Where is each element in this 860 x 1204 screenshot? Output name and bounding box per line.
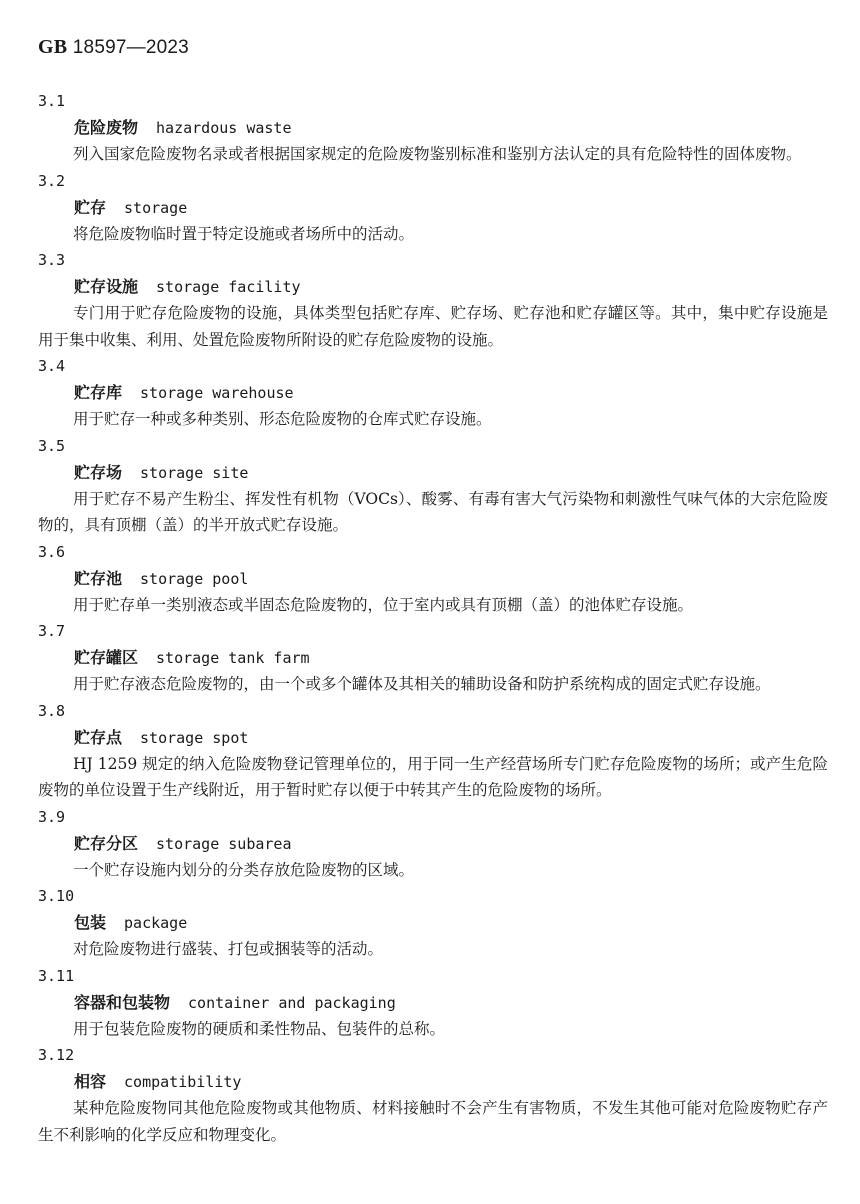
term-number: 3.5 <box>38 436 66 455</box>
term-title <box>0 909 860 936</box>
term-definition: HJ 1259 规定的纳入危险废物登记管理单位的，用于同一生产经营场所专门贮存危险废物的场所；或产生危险废物的单位设置于生产线附近，用于暂时贮存以便于中转其产生的危险废物的场所。 <box>38 754 828 799</box>
term-entry <box>0 618 860 698</box>
term-chinese-name: 贮存池 <box>74 568 123 588</box>
term-english-name: storage <box>124 198 188 217</box>
term-english-name: storage site <box>140 463 249 482</box>
term-title <box>0 644 860 671</box>
term-title <box>0 1068 860 1095</box>
standard-code-header <box>38 36 189 59</box>
term-number: 3.7 <box>38 622 66 640</box>
term-number: 3.8 <box>38 701 66 720</box>
term-title <box>0 379 860 406</box>
term-definition: 用于包装危险废物的硬质和柔性物品、包装件的总称。 <box>73 1019 446 1038</box>
term-title <box>0 194 860 221</box>
term-entry <box>0 963 860 1043</box>
term-title <box>0 989 860 1016</box>
term-definition: 用于贮存一种或多种类别、形态危险废物的仓库式贮存设施。 <box>73 410 492 428</box>
term-definition: 某种危险废物同其他危险废物或其他物质、材料接触时不会产生有害物质，不发生其他可能对危险废物贮存产生不利影响的化学反应和物理变化。 <box>38 1099 828 1144</box>
term-definition: 列入国家危险废物名录或者根据国家规定的危险废物鉴别标准和鉴别方法认定的具有危险特性的固体废物。 <box>73 145 802 163</box>
term-english-name: hazardous waste <box>156 119 292 137</box>
term-english-name: container and packaging <box>188 993 396 1012</box>
term-title <box>0 459 860 486</box>
term-title <box>0 830 860 857</box>
term-entry <box>0 698 860 804</box>
term-number: 3.10 <box>38 887 75 905</box>
terms-list <box>0 88 860 1148</box>
term-entry <box>0 247 860 353</box>
term-entry <box>0 88 860 168</box>
term-number: 3.6 <box>38 542 66 561</box>
term-number: 3.2 <box>38 171 66 190</box>
term-chinese-name: 贮存库 <box>74 383 123 402</box>
term-english-name: storage spot <box>140 728 249 747</box>
term-entry <box>0 168 860 248</box>
term-entry <box>0 804 860 884</box>
term-chinese-name: 贮存分区 <box>74 833 139 853</box>
term-chinese-name: 贮存罐区 <box>74 648 139 667</box>
term-chinese-name: 贮存场 <box>74 462 123 482</box>
term-english-name: package <box>124 914 188 932</box>
term-english-name: storage warehouse <box>140 384 294 402</box>
term-english-name: storage tank farm <box>156 649 310 667</box>
term-entry <box>0 433 860 539</box>
term-chinese-name: 贮存 <box>74 197 107 217</box>
term-chinese-name: 包装 <box>74 913 107 932</box>
term-chinese-name: 贮存点 <box>74 727 123 747</box>
term-title <box>0 724 860 751</box>
term-title <box>0 273 860 300</box>
term-definition: 将危险废物临时置于特定设施或者场所中的活动。 <box>73 224 415 243</box>
term-entry <box>0 353 860 433</box>
term-english-name: storage pool <box>140 569 249 588</box>
term-definition: 一个贮存设施内划分的分类存放危险废物的区域。 <box>73 860 415 879</box>
term-number: 3.4 <box>38 357 66 375</box>
term-number: 3.3 <box>38 251 66 269</box>
term-chinese-name: 贮存设施 <box>74 277 139 296</box>
term-number: 3.1 <box>38 92 66 110</box>
term-chinese-name: 相容 <box>74 1072 107 1091</box>
term-definition: 用于贮存单一类别液态或半固态危险废物的，位于室内或具有顶棚（盖）的池体贮存设施。 <box>73 595 694 614</box>
term-number: 3.11 <box>38 966 75 985</box>
term-english-name: storage subarea <box>156 834 292 853</box>
standard-prefix: GB <box>38 36 68 58</box>
standard-number: 18597—2023 <box>72 37 189 58</box>
term-number: 3.9 <box>38 807 66 826</box>
term-number: 3.12 <box>38 1046 75 1064</box>
term-english-name: compatibility <box>124 1073 242 1091</box>
term-entry <box>0 1042 860 1148</box>
term-entry <box>0 883 860 963</box>
term-definition: 用于贮存不易产生粉尘、挥发性有机物（VOCs）、酸雾、有毒有害大气污染物和刺激性气味气体的大宗危险废物的，具有顶棚（盖）的半开放式贮存设施。 <box>38 489 828 534</box>
term-english-name: storage facility <box>156 278 301 296</box>
term-entry <box>0 539 860 619</box>
term-definition: 用于贮存液态危险废物的，由一个或多个罐体及其相关的辅助设备和防护系统构成的固定式贮存设施。 <box>73 675 771 693</box>
term-title <box>0 114 860 141</box>
term-definition: 对危险废物进行盛装、打包或捆装等的活动。 <box>73 940 384 958</box>
term-title <box>0 565 860 592</box>
term-chinese-name: 危险废物 <box>74 118 139 137</box>
term-chinese-name: 容器和包装物 <box>74 992 171 1012</box>
term-definition: 专门用于贮存危险废物的设施，具体类型包括贮存库、贮存场、贮存池和贮存罐区等。其中，集中贮存设施是用于集中收集、利用、处置危险废物所附设的贮存危险废物的设施。 <box>38 304 828 349</box>
